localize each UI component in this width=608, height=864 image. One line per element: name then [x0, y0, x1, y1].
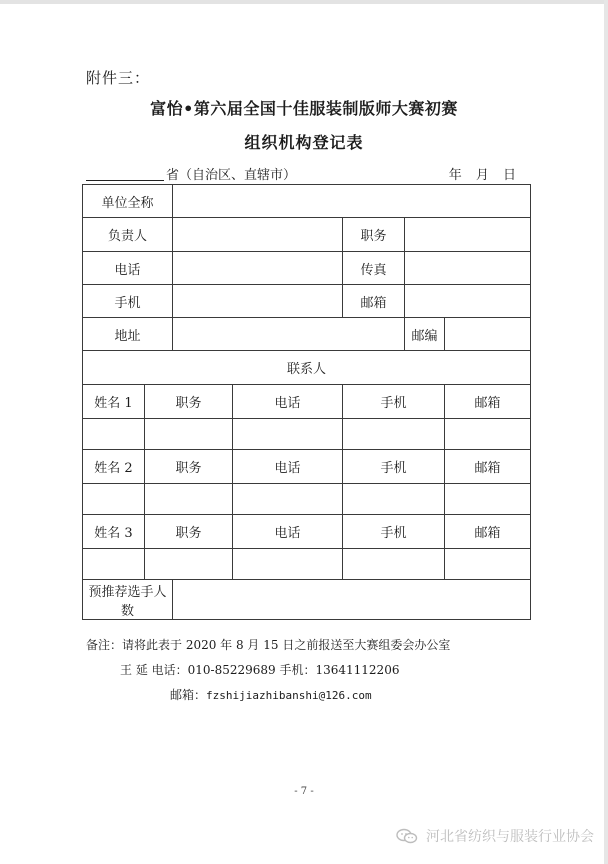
- contact-1-header-row: [83, 385, 531, 419]
- notes-block: [86, 633, 450, 708]
- document-subtitle: 组织机构登记表: [244, 133, 364, 152]
- contact-2-email-field[interactable]: [445, 484, 531, 515]
- notes-email-label: 邮箱：: [170, 688, 207, 702]
- contact-1-mobile-field[interactable]: [343, 419, 445, 450]
- province-label: 省（自治区、直辖市）: [166, 168, 297, 183]
- contact-2-position-field[interactable]: [145, 484, 233, 515]
- contact-1-mobile-label: 手机: [343, 385, 445, 419]
- page-number: - 7 -: [294, 786, 314, 797]
- contact-1-input-row: [83, 419, 531, 450]
- region-date-line: [86, 164, 530, 184]
- contacts-section-label: 联系人: [83, 351, 531, 385]
- contact-2-name-label: 姓名 2: [83, 450, 145, 484]
- recommend-count-field[interactable]: [173, 580, 531, 620]
- document-title: 富怡•第六届全国十佳服装制版师大赛初赛: [150, 99, 458, 118]
- contact-3-input-row: [83, 549, 531, 580]
- wechat-icon: [396, 828, 418, 844]
- contact-2-position-label: 职务: [145, 450, 233, 484]
- form-row-contacts-header: [83, 351, 531, 385]
- contact-1-email-label: 邮箱: [445, 385, 531, 419]
- form-row-recommend: [83, 580, 531, 620]
- leader-field[interactable]: [173, 218, 343, 252]
- contact-3-mobile-field[interactable]: [343, 549, 445, 580]
- leader-label: 负责人: [83, 218, 173, 252]
- contact-1-phone-label: 电话: [233, 385, 343, 419]
- fax-field[interactable]: [405, 252, 531, 285]
- notes-contact-person: 王 延 电话：010-85229689 手机：13641112206: [120, 663, 400, 677]
- contact-2-name-field[interactable]: [83, 484, 145, 515]
- contact-2-header-row: [83, 450, 531, 484]
- annex-label: 附件三：: [86, 69, 151, 87]
- address-field[interactable]: [173, 318, 405, 351]
- contact-3-position-field[interactable]: [145, 549, 233, 580]
- contact-1-email-field[interactable]: [445, 419, 531, 450]
- email-field[interactable]: [405, 285, 531, 318]
- contact-2-input-row: [83, 484, 531, 515]
- notes-email-address: fzshijiazhibanshi@126.com: [206, 689, 372, 702]
- contact-1-position-field[interactable]: [145, 419, 233, 450]
- contact-3-mobile-label: 手机: [343, 515, 445, 549]
- notes-deadline: 备注：请将此表于 2020 年 8 月 15 日之前报送至大赛组委会办公室: [86, 638, 451, 652]
- contact-2-email-label: 邮箱: [445, 450, 531, 484]
- page-edge-top: [0, 0, 608, 4]
- form-row-unit: [83, 185, 531, 218]
- contact-2-phone-label: 电话: [233, 450, 343, 484]
- mobile-label: 手机: [83, 285, 173, 318]
- contact-1-phone-field[interactable]: [233, 419, 343, 450]
- contact-3-email-field[interactable]: [445, 549, 531, 580]
- contact-3-name-label: 姓名 3: [83, 515, 145, 549]
- contact-3-phone-label: 电话: [233, 515, 343, 549]
- leader-position-label: 职务: [343, 218, 405, 252]
- phone-field[interactable]: [173, 252, 343, 285]
- mobile-field[interactable]: [173, 285, 343, 318]
- form-row-address: [83, 318, 531, 351]
- recommend-count-label: 预推荐选手人数: [83, 580, 173, 620]
- watermark: [396, 826, 594, 846]
- contact-3-email-label: 邮箱: [445, 515, 531, 549]
- unit-name-field[interactable]: [173, 185, 531, 218]
- contact-1-position-label: 职务: [145, 385, 233, 419]
- contact-2-mobile-field[interactable]: [343, 484, 445, 515]
- contact-3-position-label: 职务: [145, 515, 233, 549]
- contact-3-header-row: [83, 515, 531, 549]
- leader-position-field[interactable]: [405, 218, 531, 252]
- email-label: 邮箱: [343, 285, 405, 318]
- contact-3-phone-field[interactable]: [233, 549, 343, 580]
- registration-form-table: [82, 184, 531, 620]
- phone-label: 电话: [83, 252, 173, 285]
- notes-email-line: [86, 683, 450, 708]
- address-label: 地址: [83, 318, 173, 351]
- fax-label: 传真: [343, 252, 405, 285]
- postcode-label: 邮编: [405, 318, 445, 351]
- province-blank-line: [86, 180, 164, 181]
- form-row-mobile: [83, 285, 531, 318]
- contact-3-name-field[interactable]: [83, 549, 145, 580]
- contact-1-name-label: 姓名 1: [83, 385, 145, 419]
- contact-2-phone-field[interactable]: [233, 484, 343, 515]
- postcode-field[interactable]: [445, 318, 531, 351]
- date-label: 年 月 日: [448, 168, 516, 183]
- watermark-text: 河北省纺织与服装行业协会: [426, 829, 594, 845]
- contact-1-name-field[interactable]: [83, 419, 145, 450]
- unit-name-label: 单位全称: [83, 185, 173, 218]
- form-row-phone: [83, 252, 531, 285]
- form-row-leader: [83, 218, 531, 252]
- contact-2-mobile-label: 手机: [343, 450, 445, 484]
